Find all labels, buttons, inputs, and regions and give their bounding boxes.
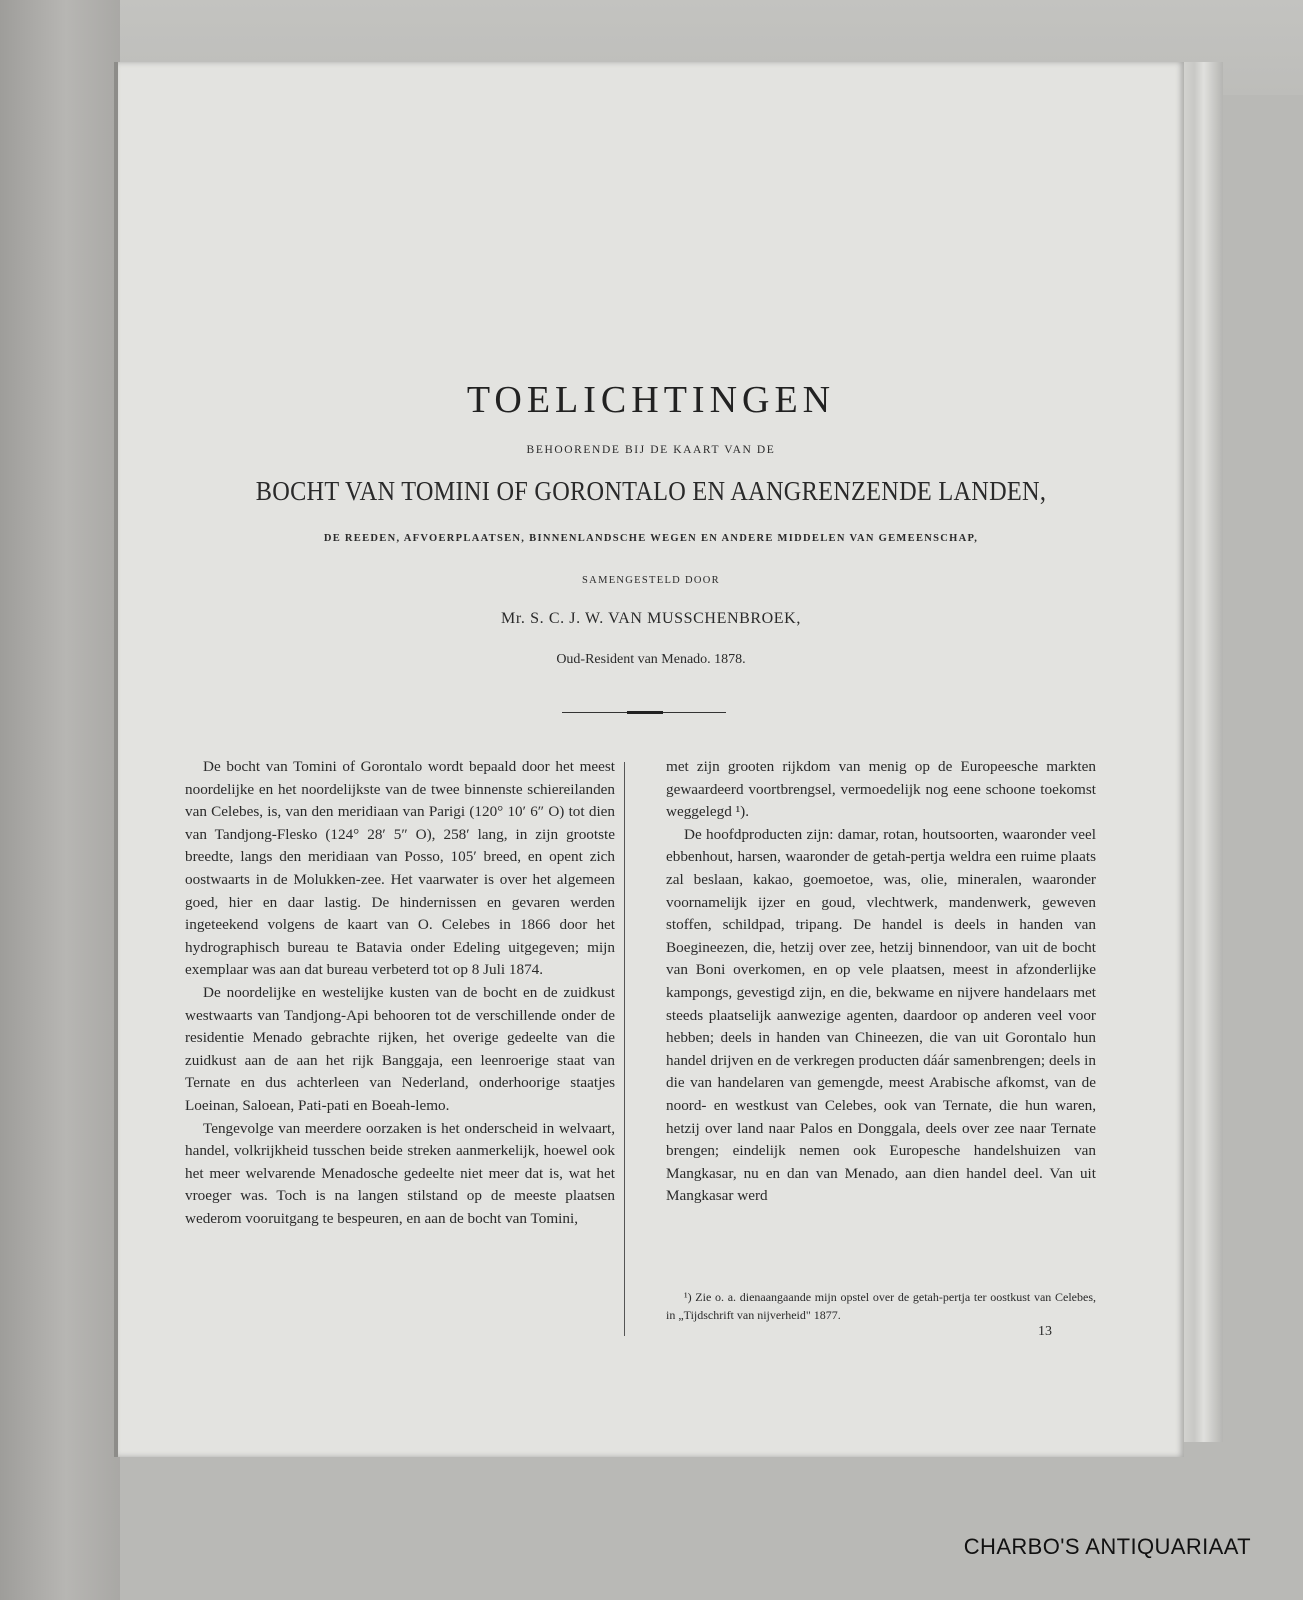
- paragraph: De noordelijke en westelijke kusten van de bocht en de zuidkust westwaarts van Tandjong-Api behooren tot de verschillende onder de residentie Menado gebrachte rijken, het overige gedeelte van die zuidkust aan de aan het rijk Banggaja, een leenroerige staat van Ternate en dus achterleen van Nederland, onderhoorige staatjes Loeinan, Saloean, Pati-pati en Boeah-lemo.: [185, 983, 615, 1114]
- ornament-divider: [562, 711, 726, 714]
- subtitle-secondary: DE REEDEN, AFVOERPLAATSEN, BINNENLANDSCHE WEGEN EN ANDERE MIDDELEN VAN GEMEENSCHAP,: [323, 533, 979, 544]
- author-role: Oud-Resident van Menado. 1878.: [556, 652, 746, 667]
- text-column-left: [185, 756, 615, 1230]
- watermark-text: CHARBO'S ANTIQUARIAAT: [963, 1534, 1251, 1559]
- footnote: ¹) Zie o. a. dienaangaande mijn opstel over de getah-pertja ter oostkust van Celebes, in „Tijdschrift van nijverheid" 1877.: [666, 1290, 1096, 1322]
- subtitle-small: BEHOORENDE BIJ DE KAART VAN DE: [526, 444, 776, 456]
- page-title: TOELICHTINGEN: [466, 379, 836, 421]
- book-page: [118, 62, 1184, 1457]
- column-divider: [624, 762, 625, 1336]
- author-name: Mr. S. C. J. W. VAN MUSSCHENBROEK,: [501, 610, 801, 627]
- left-page-shadow: [0, 0, 120, 1600]
- compiled-by: SAMENGESTELD DOOR: [582, 575, 720, 586]
- text-column-right: [666, 756, 1096, 1208]
- paragraph: De hoofdproducten zijn: damar, rotan, houtsoorten, waaronder veel ebbenhout, harsen, waaronder de getah-pertja weldra een ruime plaats zal beslaan, kakao, goemoetoe, was, olie, mineralen, waaronder voornamelijk ijzer en goud, vlechtwerk, mandenwerk, geweven stoffen, schildpad, tripang. De handel is deels in handen van Boegineezen, die, hetzij over zee, hetzij binnendoor, van uit de bocht van Boni overkomen, en op vele plaatsen, meest in afzonderlijke kampongs, gevestigd zijn, en die, bekwame en nijvere handelaars met steeds plaatselijk aanwezige agenten, daardoor op anderen veel voor hebben; deels in handen van Chineezen, die van uit Gorontalo hun handel drijven en de verkregen producten dáár samenbrengen; deels in die van handelaren van gemengde, meest Arabische afkomst, van de noord- en westkust van Celebes, ook van Ternate, die hun waren, hetzij over land naar Palos en Donggala, deels over zee naar Ternate brengen; eindelijk nemen ook Europesche handelshuizen van Mangkasar, nu en dan van Menado, aan dien handel deel. Van uit Mangkasar werd: [666, 825, 1096, 1205]
- paragraph: De bocht van Tomini of Gorontalo wordt bepaald door het meest noordelijke en het noordelijkste van de twee binnenste schiereilanden van Celebes, is, van den meridiaan van Parigi (120° 10′ 6″ O) tot dien van Tandjong-Flesko (124° 28′ 5″ O), 258′ lang, in zijn grootste breedte, langs den meridiaan van Posso, 105′ breed, en opent zich oostwaarts in de Molukken-zee. Het vaarwater is over het algemeen goed, hier en daar lastig. De hindernissen en gevaren werden ingeteekend volgens de kaart van O. Celebes in 1866 door het hydrographisch bureau te Batavia onder Edeling uitgegeven; mijn exemplaar was aan dat bureau verbeterd tot op 8 Juli 1874.: [185, 758, 615, 979]
- paragraph: Tengevolge van meerdere oorzaken is het onderscheid in welvaart, handel, volkrijkheid tusschen beide streken aanmerkelijk, hoewel ook het meer welvarende Menadosche gedeelte niet meer dat is, wat het vroeger was. Toch is na langen stilstand op de meeste plaatsen wederom vooruitgang te bespeuren, en aan de bocht van Tomini,: [185, 1119, 615, 1227]
- page-number: 13: [1038, 1324, 1052, 1339]
- main-heading: BOCHT VAN TOMINI OF GORONTALO EN AANGRENZENDE LANDEN,: [255, 476, 1047, 506]
- paragraph: met zijn grooten rijkdom van menig op de Europeesche markten gewaardeerd voortbrengsel, vermoedelijk nog eene schoone toekomst weggelegd ¹).: [666, 758, 1096, 821]
